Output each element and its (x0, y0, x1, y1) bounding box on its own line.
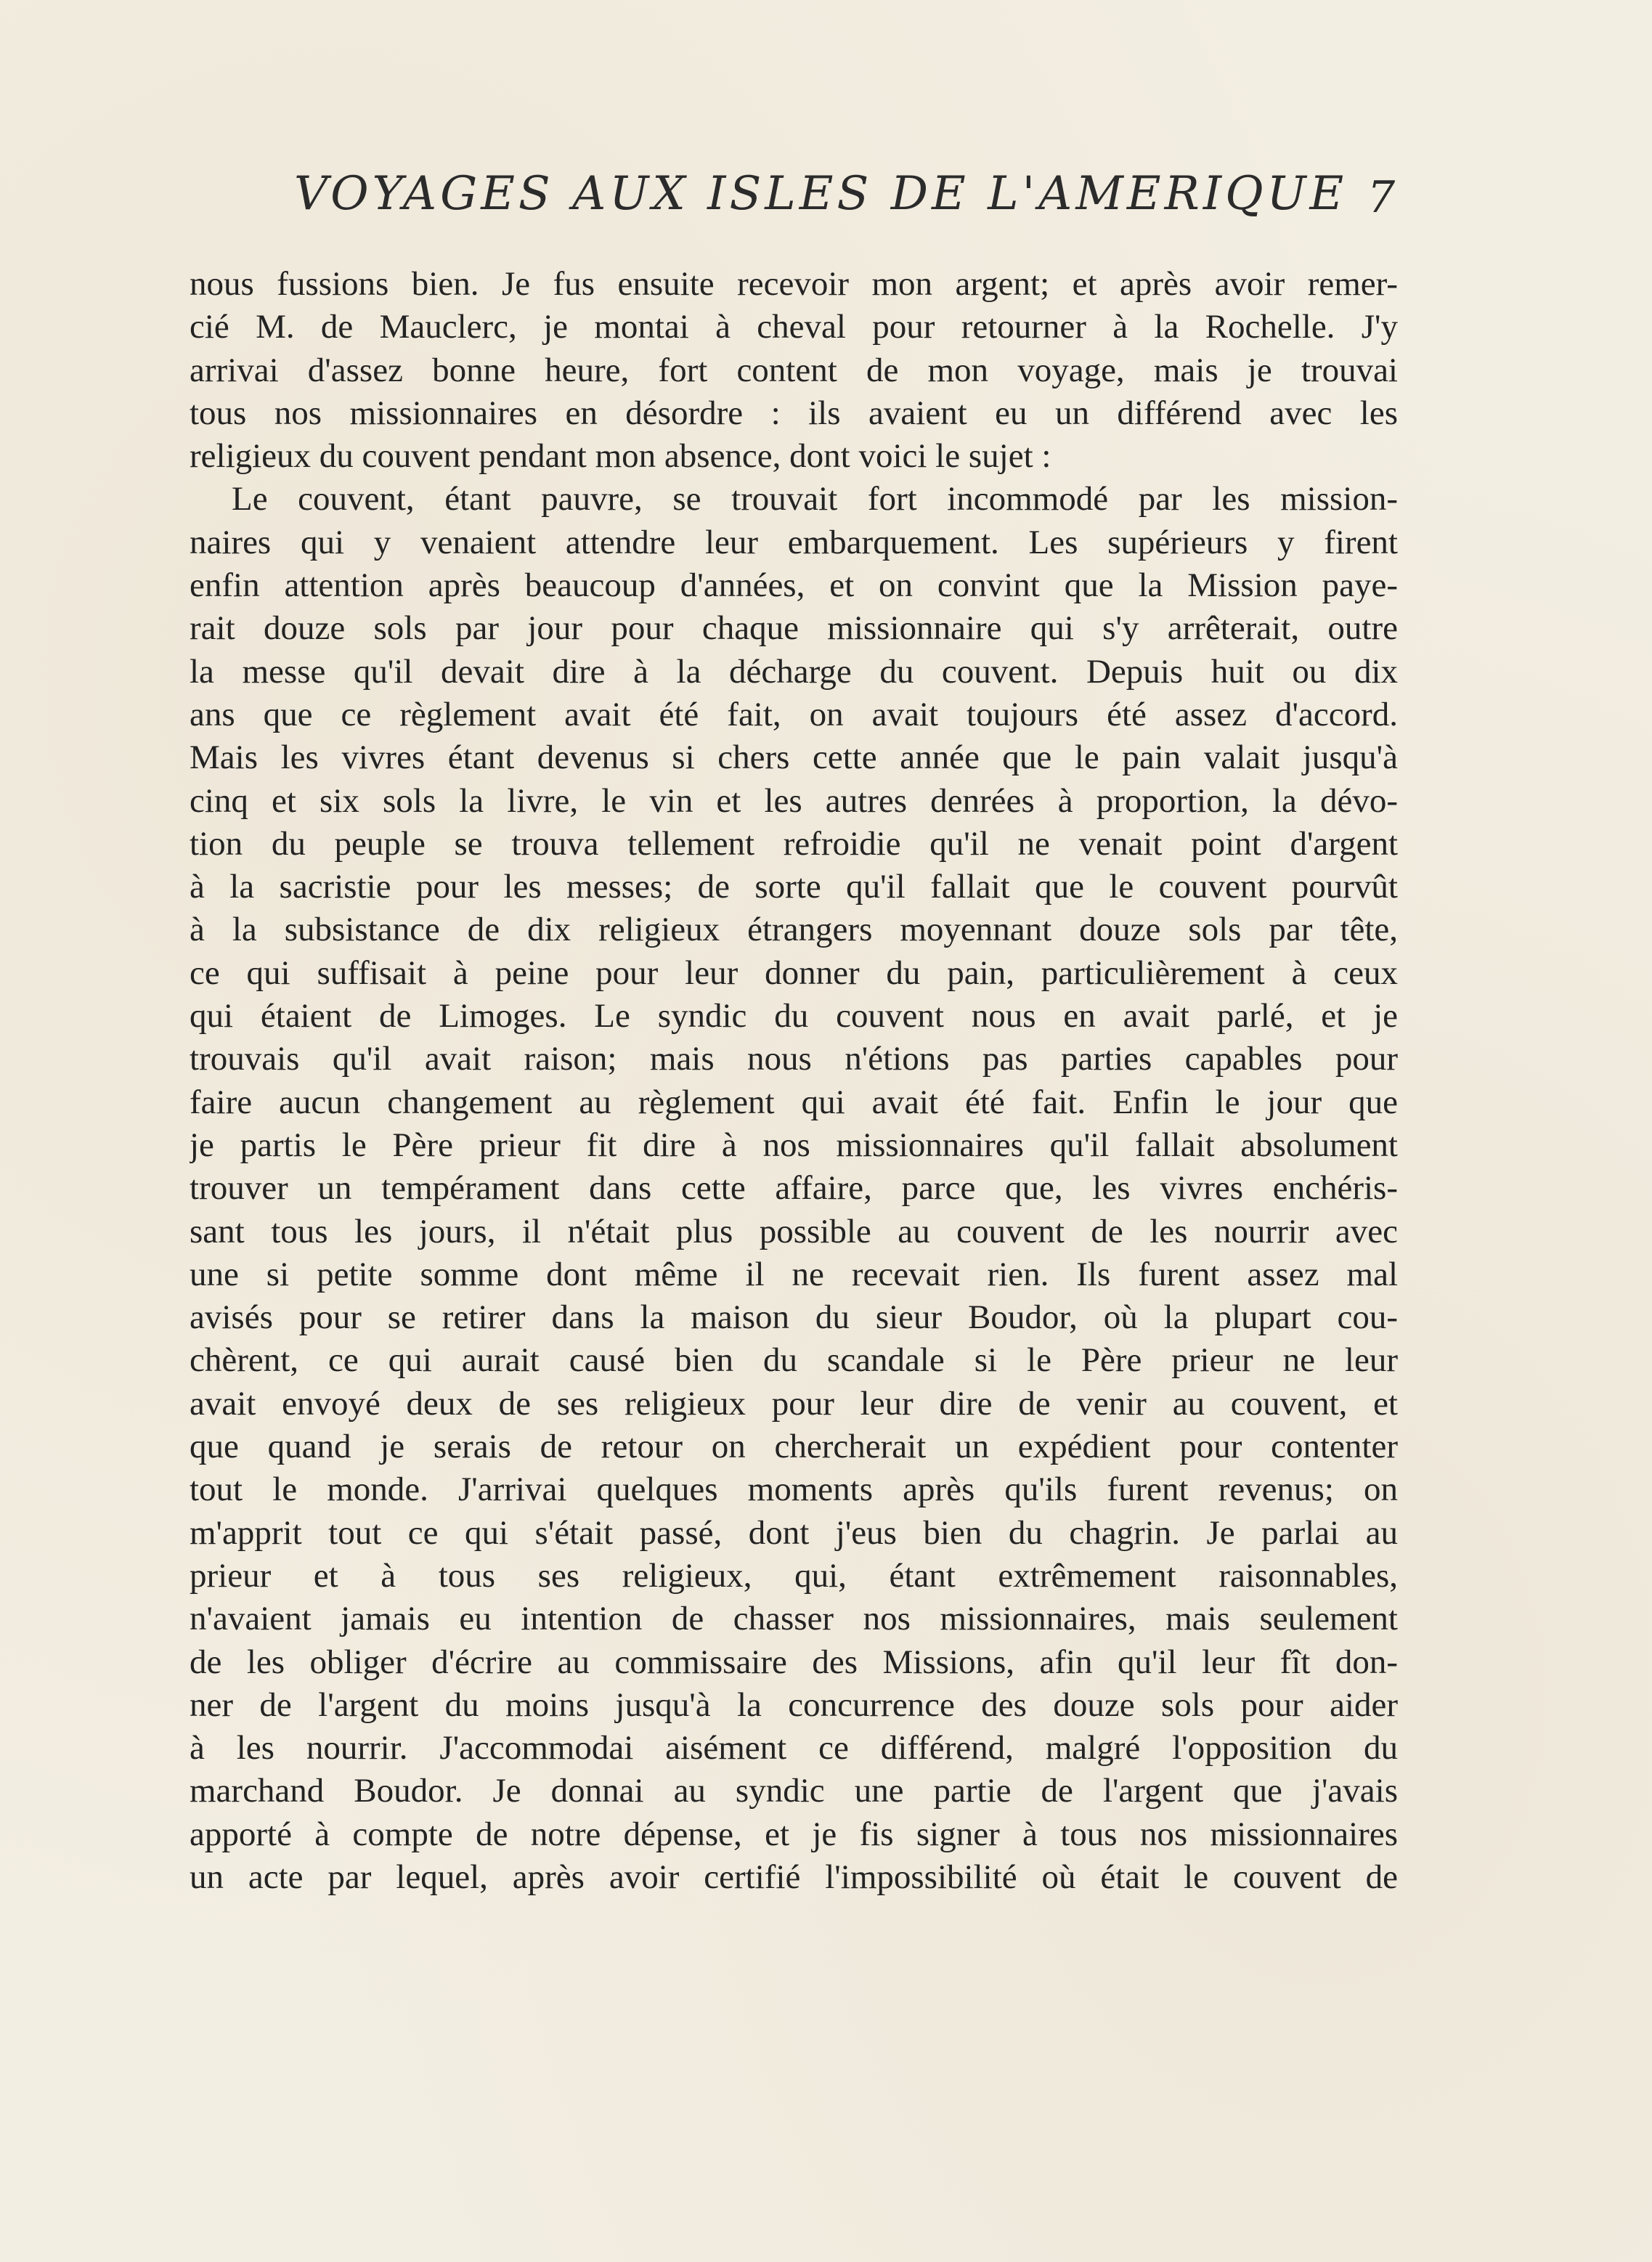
text-line: ner de l'argent du moins jusqu'à la concurrence des douze sols pour aider (190, 1685, 1398, 1724)
text-line: religieux du couvent pendant mon absence, dont voici le sujet : (190, 437, 1051, 476)
page-number: 7 (1367, 172, 1396, 223)
text-line: nous fussions bien. Je fus ensuite recevoir mon argent; et après avoir remer- (190, 265, 1398, 303)
text-line: rait douze sols par jour pour chaque missionnaire qui s'y arrêterait, outre (190, 609, 1398, 648)
text-line: je partis le Père prieur fit dire à nos missionnaires qu'il fallait absolument (190, 1126, 1398, 1164)
text-line: avait envoyé deux de ses religieux pour leur dire de venir au couvent, et (190, 1384, 1398, 1423)
text-line: Le couvent, étant pauvre, se trouvait fort incommodé par les mission- (232, 480, 1398, 518)
text-line: de les obliger d'écrire au commissaire des Missions, afin qu'il leur fît don- (190, 1643, 1398, 1681)
text-line: un acte par lequel, après avoir certifié l'impossibilité où était le couvent de (190, 1858, 1398, 1896)
text-line: une si petite somme dont même il ne recevait rien. Ils furent assez mal (190, 1255, 1398, 1293)
text-line: ce qui suffisait à peine pour leur donner du pain, particulièrement à ceux (190, 953, 1398, 992)
text-line: avisés pour se retirer dans la maison du sieur Boudor, où la plupart cou- (190, 1298, 1398, 1337)
text-line: que quand je serais de retour on chercherait un expédient pour contenter (190, 1428, 1398, 1466)
text-line: chèrent, ce qui aurait causé bien du scandale si le Père prieur ne leur (190, 1341, 1398, 1380)
body-text (190, 263, 1398, 1899)
text-line: Mais les vivres étant devenus si chers cette année que le pain valait jusqu'à (190, 739, 1398, 777)
text-line: trouvais qu'il avait raison; mais nous n'étions pas parties capables pour (190, 1040, 1398, 1078)
text-line: cinq et six sols la livre, le vin et les autres denrées à proportion, la dévo- (190, 781, 1398, 820)
page-header (0, 161, 1652, 227)
text-line: faire aucun changement au règlement qui avait été fait. Enfin le jour que (190, 1083, 1398, 1121)
text-line: prieur et à tous ses religieux, qui, étant extrêmement raisonnables, (190, 1556, 1398, 1595)
text-line: à la subsistance de dix religieux étrangers moyennant douze sols par tête, (190, 911, 1398, 949)
text-line: sant tous les jours, il n'était plus possible au couvent de les nourrir avec (190, 1212, 1398, 1250)
text-line: trouver un tempérament dans cette affaire, parce que, les vivres enchéris- (190, 1169, 1398, 1208)
text-line: apporté à compte de notre dépense, et je fis signer à tous nos missionnaires (190, 1815, 1398, 1853)
text-line: enfin attention après beaucoup d'années, et on convint que la Mission paye- (190, 566, 1398, 605)
text-line: la messe qu'il devait dire à la décharge du couvent. Depuis huit ou dix (190, 652, 1398, 691)
text-line: ans que ce règlement avait été fait, on avait toujours été assez d'accord. (190, 695, 1398, 733)
text-line: tout le monde. J'arrivai quelques moments après qu'ils furent revenus; on (190, 1470, 1398, 1509)
text-line: marchand Boudor. Je donnai au syndic une partie de l'argent que j'avais (190, 1772, 1398, 1810)
text-line: arrivai d'assez bonne heure, fort content de mon voyage, mais je trouvai (190, 351, 1398, 389)
text-line: tion du peuple se trouva tellement refroidie qu'il ne venait point d'argent (190, 824, 1398, 863)
text-line: naires qui y venaient attendre leur embarquement. Les supérieurs y firent (190, 523, 1398, 561)
text-line: tous nos missionnaires en désordre : ils avaient eu un différend avec les (190, 394, 1398, 432)
text-line: cié M. de Mauclerc, je montai à cheval pour retourner à la Rochelle. J'y (190, 308, 1398, 346)
running-title: VOYAGES AUX ISLES DE L'AMERIQUE (294, 167, 1348, 221)
text-line: n'avaient jamais eu intention de chasser nos missionnaires, mais seulement (190, 1600, 1398, 1638)
text-line: m'apprit tout ce qui s'était passé, dont j'eus bien du chagrin. Je parlai au (190, 1513, 1398, 1552)
text-line: à la sacristie pour les messes; de sorte qu'il fallait que le couvent pourvût (190, 868, 1398, 906)
text-line: à les nourrir. J'accommodai aisément ce différend, malgré l'opposition du (190, 1729, 1398, 1767)
text-line: qui étaient de Limoges. Le syndic du couvent nous en avait parlé, et je (190, 997, 1398, 1036)
